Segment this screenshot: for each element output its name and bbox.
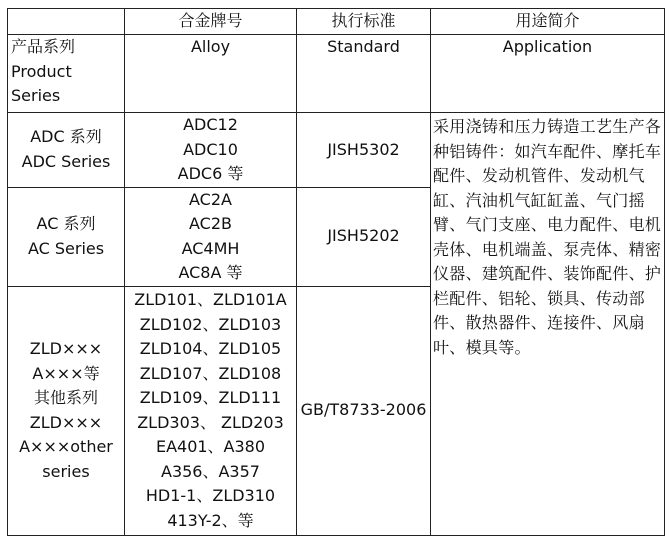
alloy-grade: ZLD101、ZLD101A <box>134 290 287 309</box>
alloy-grade: AC8A 等 <box>178 263 243 282</box>
header-standard: 执行标准 <box>297 9 431 35</box>
alloy-grade: ADC12 <box>183 115 238 134</box>
series-name: 其他系列 <box>33 388 98 407</box>
table-row <box>8 113 665 188</box>
alloy-cell <box>125 187 297 286</box>
series-label-en-1: Product <box>11 61 72 81</box>
series-name: ADC 系列 <box>30 127 102 147</box>
alloy-grade: ADC6 等 <box>177 164 244 183</box>
header-row <box>8 9 665 35</box>
alloy-grade: ZLD107、ZLD108 <box>139 363 282 383</box>
alloy-grade: 413Y-2、等 <box>167 510 254 530</box>
series-name: ZLD××× <box>29 339 103 358</box>
alloy-grade: EA401、A380 <box>155 437 266 456</box>
series-name: series <box>42 461 90 481</box>
series-label-en-2: Series <box>11 86 61 105</box>
application-label: Application <box>431 35 665 113</box>
alloy-grade: AC2B <box>189 214 232 233</box>
series-name: AC 系列 <box>36 214 96 233</box>
series-cell <box>8 286 125 535</box>
alloy-grade: ZLD102、ZLD103 <box>139 314 282 334</box>
alloy-grade: ZLD109、ZLD111 <box>139 388 282 407</box>
alloy-cell <box>125 286 297 535</box>
standard-label: Standard <box>297 35 431 113</box>
series-name: ADC Series <box>21 151 111 171</box>
series-name: A×××等 <box>32 363 100 383</box>
alloy-label: Alloy <box>125 35 297 113</box>
alloy-grade: A356、A357 <box>161 461 260 481</box>
header-alloy: 合金牌号 <box>125 9 297 35</box>
alloy-cell <box>125 113 297 188</box>
application-text: 采用浇铸和压力铸造工艺生产各种铝铸件：如汽车配件、摩托车配件、发动机管件、发动机气缸、汽油机气缸缸盖、气门摇臂、气门支座、电力配件、电机壳体、电机端盖、泵壳体、精密仪器、建筑配件、装饰配件、护栏配件、铝轮、锁具、传动部件、散热器件、连接件、风扇叶、模具等。 <box>431 113 665 536</box>
alloy-grade: ADC10 <box>183 139 238 159</box>
alloy-grade: ZLD303、 ZLD203 <box>137 412 284 432</box>
header-empty-cell <box>8 9 125 35</box>
alloy-grade: AC4MH <box>181 238 240 258</box>
subheader-row <box>8 35 665 113</box>
series-name: ZLD××× <box>29 412 103 432</box>
standard-cell: JISH5302 <box>297 113 431 188</box>
series-cell <box>8 187 125 286</box>
alloy-grade: ZLD104、ZLD105 <box>139 339 282 358</box>
alloy-grade: HD1-1、ZLD310 <box>145 486 276 505</box>
standard-cell: GB/T8733-2006 <box>297 286 431 535</box>
series-cell <box>8 113 125 188</box>
series-name: A×××other <box>19 437 113 456</box>
series-name: AC Series <box>27 238 105 258</box>
alloy-spec-table <box>7 8 665 536</box>
standard-cell: JISH5202 <box>297 187 431 286</box>
series-label-cn: 产品系列 <box>11 37 76 56</box>
header-application: 用途简介 <box>431 9 665 35</box>
alloy-grade: AC2A <box>189 189 232 209</box>
series-label-cell <box>8 35 125 113</box>
